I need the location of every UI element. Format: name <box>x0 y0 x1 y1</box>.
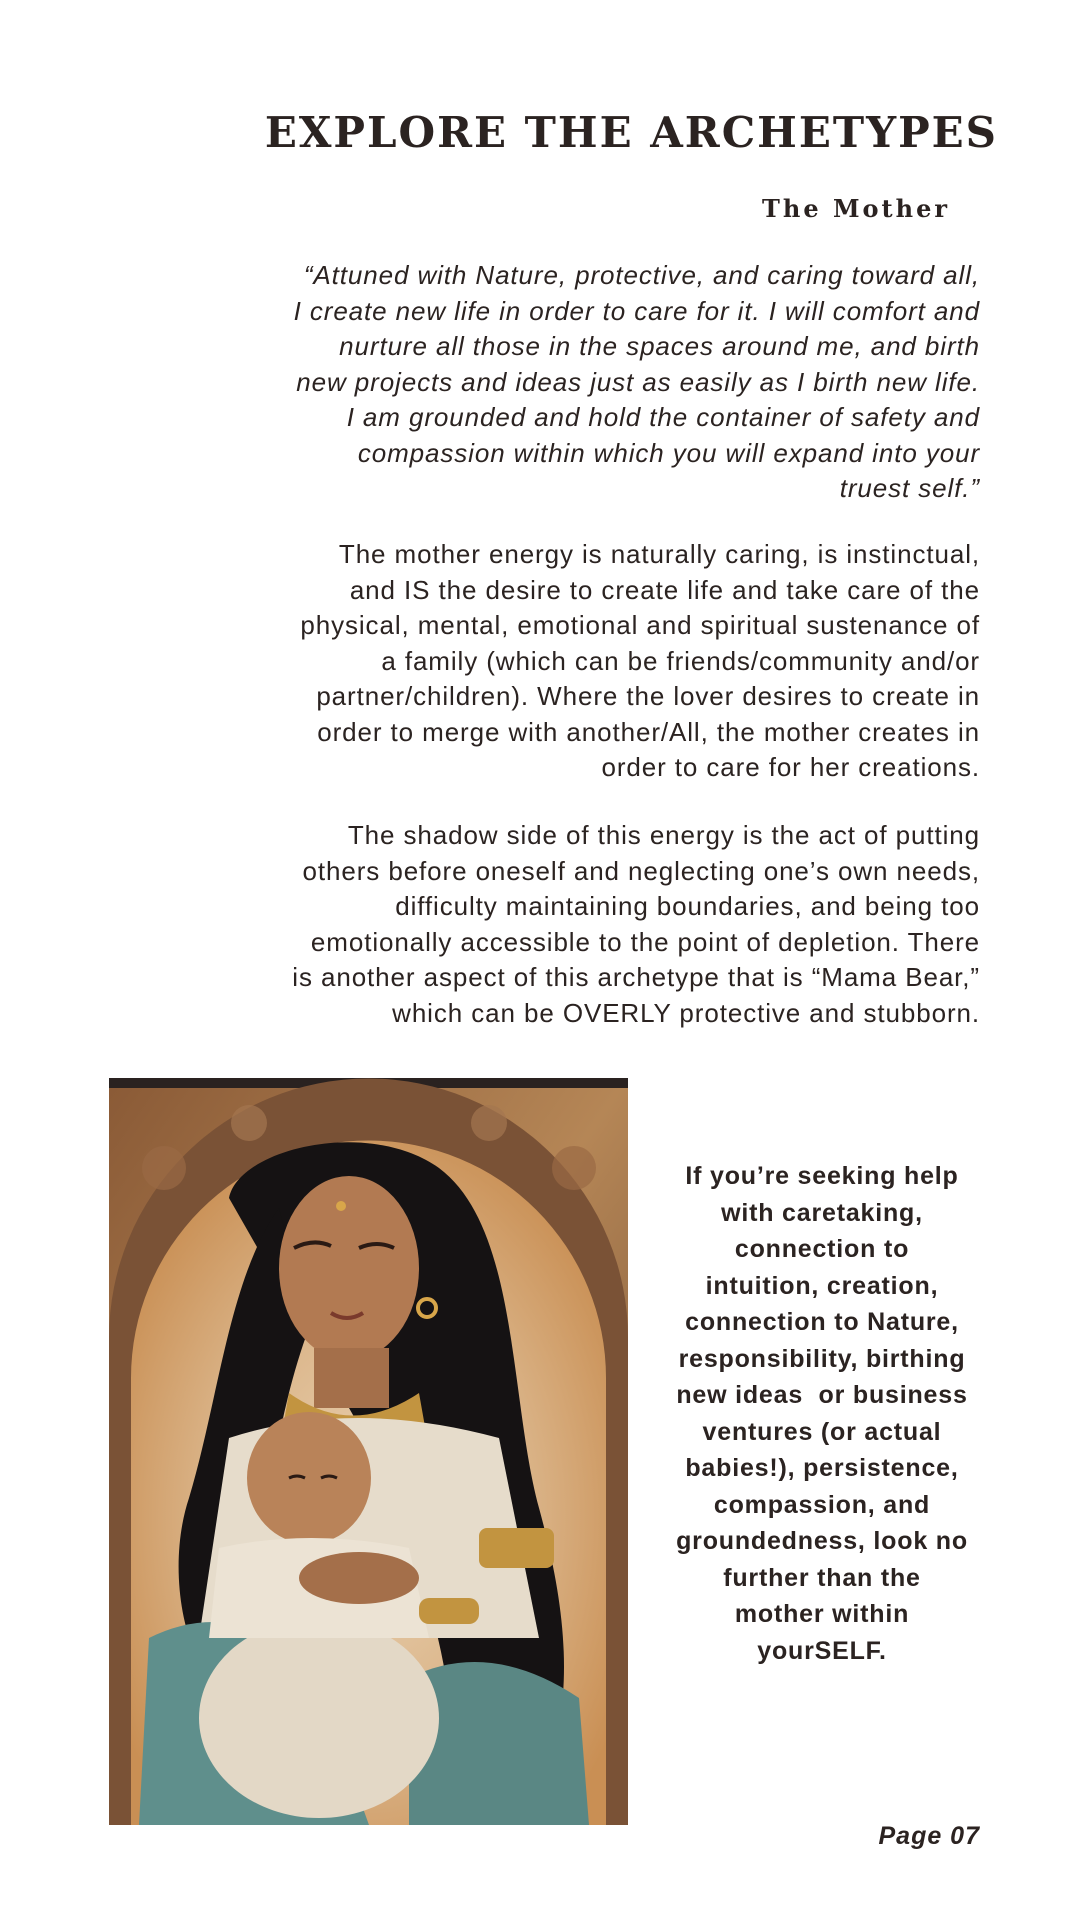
callout-line: compassion, and <box>713 1490 931 1519</box>
baby-head <box>247 1412 371 1544</box>
paragraph-line: emotionally accessible to the point of depletion. There <box>310 926 980 957</box>
art-ornament <box>231 1105 267 1141</box>
quote-line: “Attuned with Nature, protective, and caring toward all, <box>303 260 980 290</box>
paragraph-line: partner/children). Where the lover desires to create in <box>316 681 980 711</box>
callout-line: connection to <box>734 1235 910 1263</box>
callout-line: mother within <box>734 1600 910 1628</box>
page-number: Page 07 <box>878 1822 980 1850</box>
callout-line: with caretaking, <box>721 1198 923 1227</box>
paragraph-line: The shadow side of this energy is the act of putting <box>347 820 980 850</box>
paragraph-line: physical, mental, emotional and spiritual sustenance of <box>300 610 980 640</box>
mother-hands <box>299 1552 419 1604</box>
mother-bindi <box>336 1201 346 1211</box>
callout-line: groundedness, look no <box>676 1527 968 1555</box>
quote-line: truest self.” <box>839 473 980 503</box>
mother-energy-paragraph <box>260 537 980 786</box>
art-ornament <box>142 1146 186 1190</box>
callout-line: new ideas or business <box>676 1381 968 1409</box>
archetype-subtitle: The Mother <box>762 194 950 223</box>
quote-line: I create new life in order to care for it. I will comfort and <box>293 295 980 326</box>
art-ornament <box>552 1146 596 1190</box>
quote-line: I am grounded and hold the container of safety and <box>346 402 980 432</box>
mother-armband <box>479 1528 554 1568</box>
art-ornament <box>471 1105 507 1141</box>
mother-bangle <box>419 1598 479 1624</box>
mother-neck <box>314 1348 389 1408</box>
mother-and-child-illustration <box>109 1078 628 1825</box>
paragraph-line: and IS the desire to create life and take care of the <box>349 574 980 605</box>
callout-line: ventures (or actual <box>702 1417 942 1446</box>
callout-line: babies!), persistence, <box>685 1454 959 1482</box>
paragraph-line: difficulty maintaining boundaries, and being too <box>395 891 980 921</box>
paragraph-line: The mother energy is naturally caring, is instinctual, <box>338 539 980 569</box>
callout-line: yourSELF. <box>757 1636 887 1665</box>
callout-text <box>652 1158 992 1669</box>
quote-line: new projects and ideas just as easily as I birth new life. <box>296 366 980 397</box>
callout-line: If you’re seeking help <box>685 1162 959 1190</box>
archetype-quote <box>260 258 980 507</box>
paragraph-line: order to care for her creations. <box>601 752 980 782</box>
callout-line: connection to Nature, <box>685 1308 959 1336</box>
callout-line: responsibility, birthing <box>678 1344 966 1373</box>
callout-line: intuition, creation, <box>705 1271 939 1300</box>
quote-line: nurture all those in the spaces around me, and birth <box>339 331 980 361</box>
quote-line: compassion within which you will expand into your <box>357 437 980 468</box>
paragraph-line: which can be OVERLY protective and stubborn. <box>392 997 980 1028</box>
paragraph-line: others before oneself and neglecting one’s own needs, <box>302 855 980 886</box>
baby-swaddle <box>199 1618 439 1818</box>
illustration-svg <box>109 1078 628 1825</box>
paragraph-line: is another aspect of this archetype that is “Mama Bear,” <box>292 962 980 992</box>
callout-line: further than the <box>723 1563 921 1592</box>
mother-face <box>279 1176 419 1360</box>
paragraph-line: a family (which can be friends/community and/or <box>381 645 980 676</box>
page-title: EXPLORE THE ARCHETYPES <box>264 108 998 157</box>
shadow-side-paragraph <box>260 818 980 1031</box>
paragraph-line: order to merge with another/All, the mother creates in <box>317 716 980 747</box>
